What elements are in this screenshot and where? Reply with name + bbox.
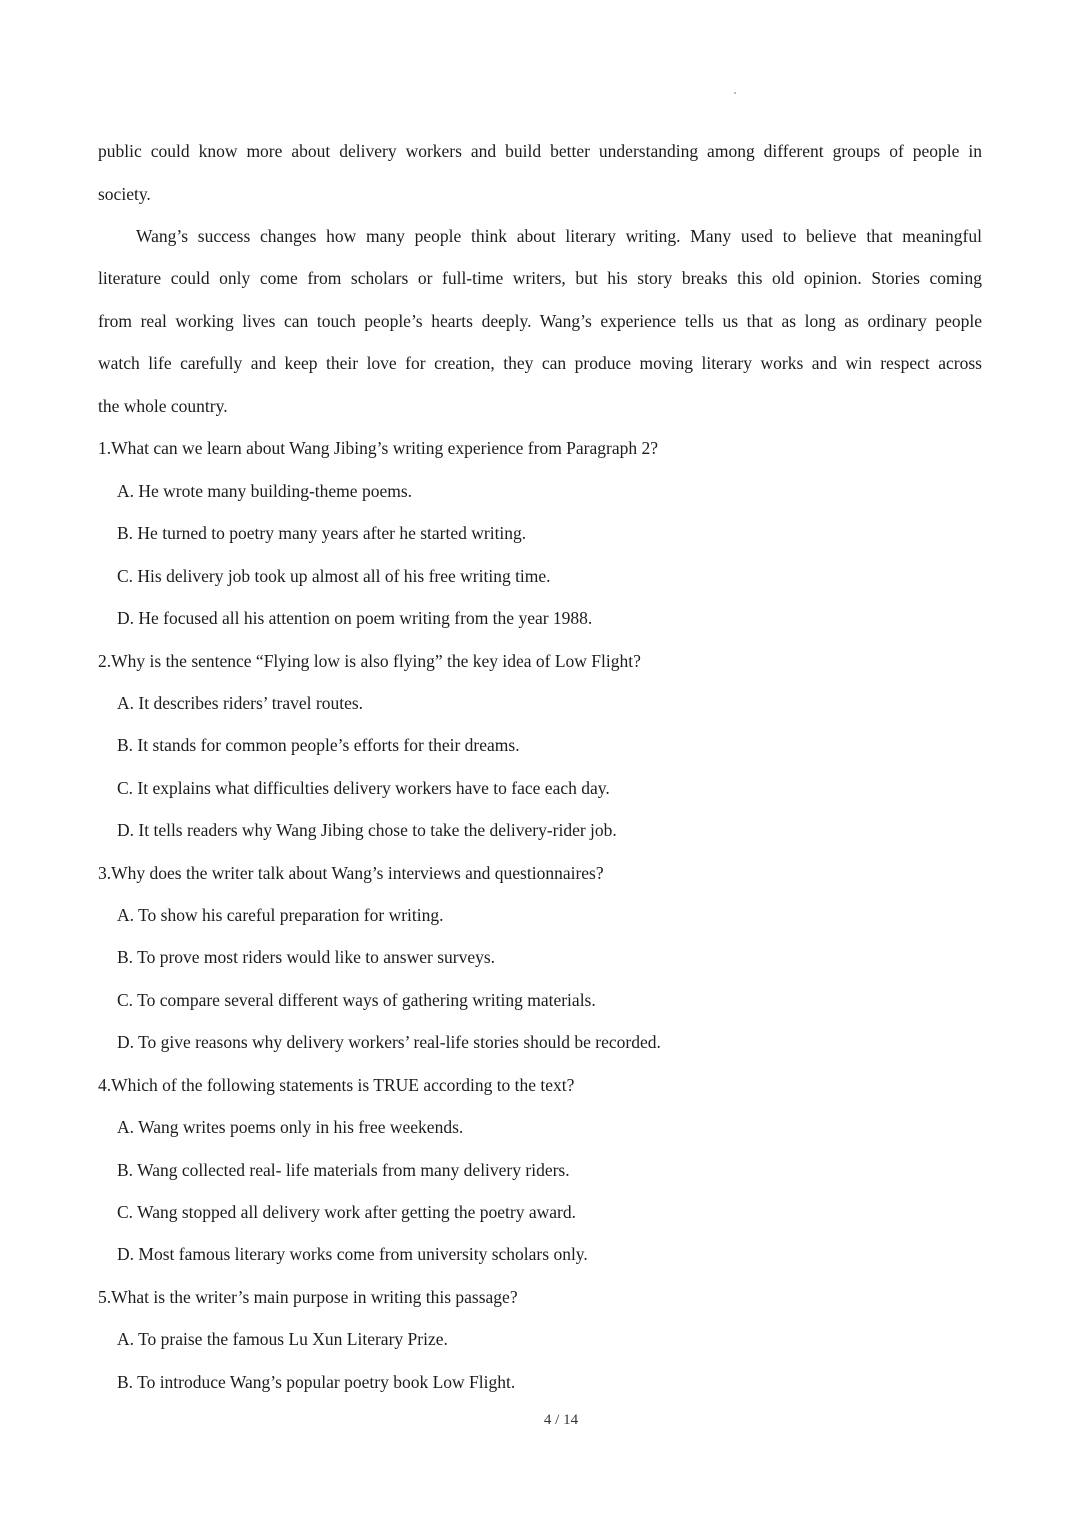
passage-line: literature could only come from scholars or full-time writers, but his story breaks this old opinion. Stories coming	[98, 268, 982, 288]
scan-speck	[734, 92, 736, 94]
answer-option: D. Most famous literary works come from university scholars only.	[117, 1244, 588, 1264]
passage-line: Wang’s success changes how many people think about literary writing. Many used to believe that meaningful	[136, 226, 982, 246]
answer-option: B. Wang collected real- life materials from many delivery riders.	[117, 1160, 570, 1180]
page-number: 4 / 14	[543, 1412, 579, 1428]
question-stem: 1.What can we learn about Wang Jibing’s writing experience from Paragraph 2?	[98, 438, 659, 458]
answer-option: A. It describes riders’ travel routes.	[117, 693, 364, 713]
answer-option: C. To compare several different ways of gathering writing materials.	[117, 990, 596, 1010]
answer-option: B. He turned to poetry many years after he started writing.	[117, 523, 527, 543]
passage-line: the whole country.	[98, 396, 228, 416]
answer-option: B. To introduce Wang’s popular poetry book Low Flight.	[117, 1372, 516, 1392]
answer-option: D. It tells readers why Wang Jibing chose to take the delivery-rider job.	[117, 820, 617, 840]
passage-line: watch life carefully and keep their love for creation, they can produce moving literary works and win respect across	[98, 353, 982, 373]
answer-option: A. He wrote many building-theme poems.	[117, 481, 413, 501]
passage-line: public could know more about delivery workers and build better understanding among different groups of people in	[98, 141, 982, 161]
answer-option: C. It explains what difficulties delivery workers have to face each day.	[117, 778, 610, 798]
answer-option: C. Wang stopped all delivery work after getting the poetry award.	[117, 1202, 576, 1222]
passage-line: from real working lives can touch people’s hearts deeply. Wang’s experience tells us that as long as ordinary people	[98, 311, 982, 331]
answer-option: A. Wang writes poems only in his free weekends.	[117, 1117, 464, 1137]
answer-option: A. To show his careful preparation for writing.	[117, 905, 444, 925]
answer-option: C. His delivery job took up almost all of his free writing time.	[117, 566, 551, 586]
passage-line: society.	[98, 184, 151, 204]
answer-option: B. It stands for common people’s efforts for their dreams.	[117, 735, 520, 755]
question-stem: 4.Which of the following statements is TRUE according to the text?	[98, 1075, 575, 1095]
answer-option: B. To prove most riders would like to answer surveys.	[117, 947, 496, 967]
answer-option: A. To praise the famous Lu Xun Literary Prize.	[117, 1329, 448, 1349]
answer-option: D. To give reasons why delivery workers’ real-life stories should be recorded.	[117, 1032, 661, 1052]
question-stem: 2.Why is the sentence “Flying low is also flying” the key idea of Low Flight?	[98, 651, 641, 671]
question-stem: 5.What is the writer’s main purpose in writing this passage?	[98, 1287, 518, 1307]
question-stem: 3.Why does the writer talk about Wang’s interviews and questionnaires?	[98, 863, 604, 883]
answer-option: D. He focused all his attention on poem writing from the year 1988.	[117, 608, 593, 628]
